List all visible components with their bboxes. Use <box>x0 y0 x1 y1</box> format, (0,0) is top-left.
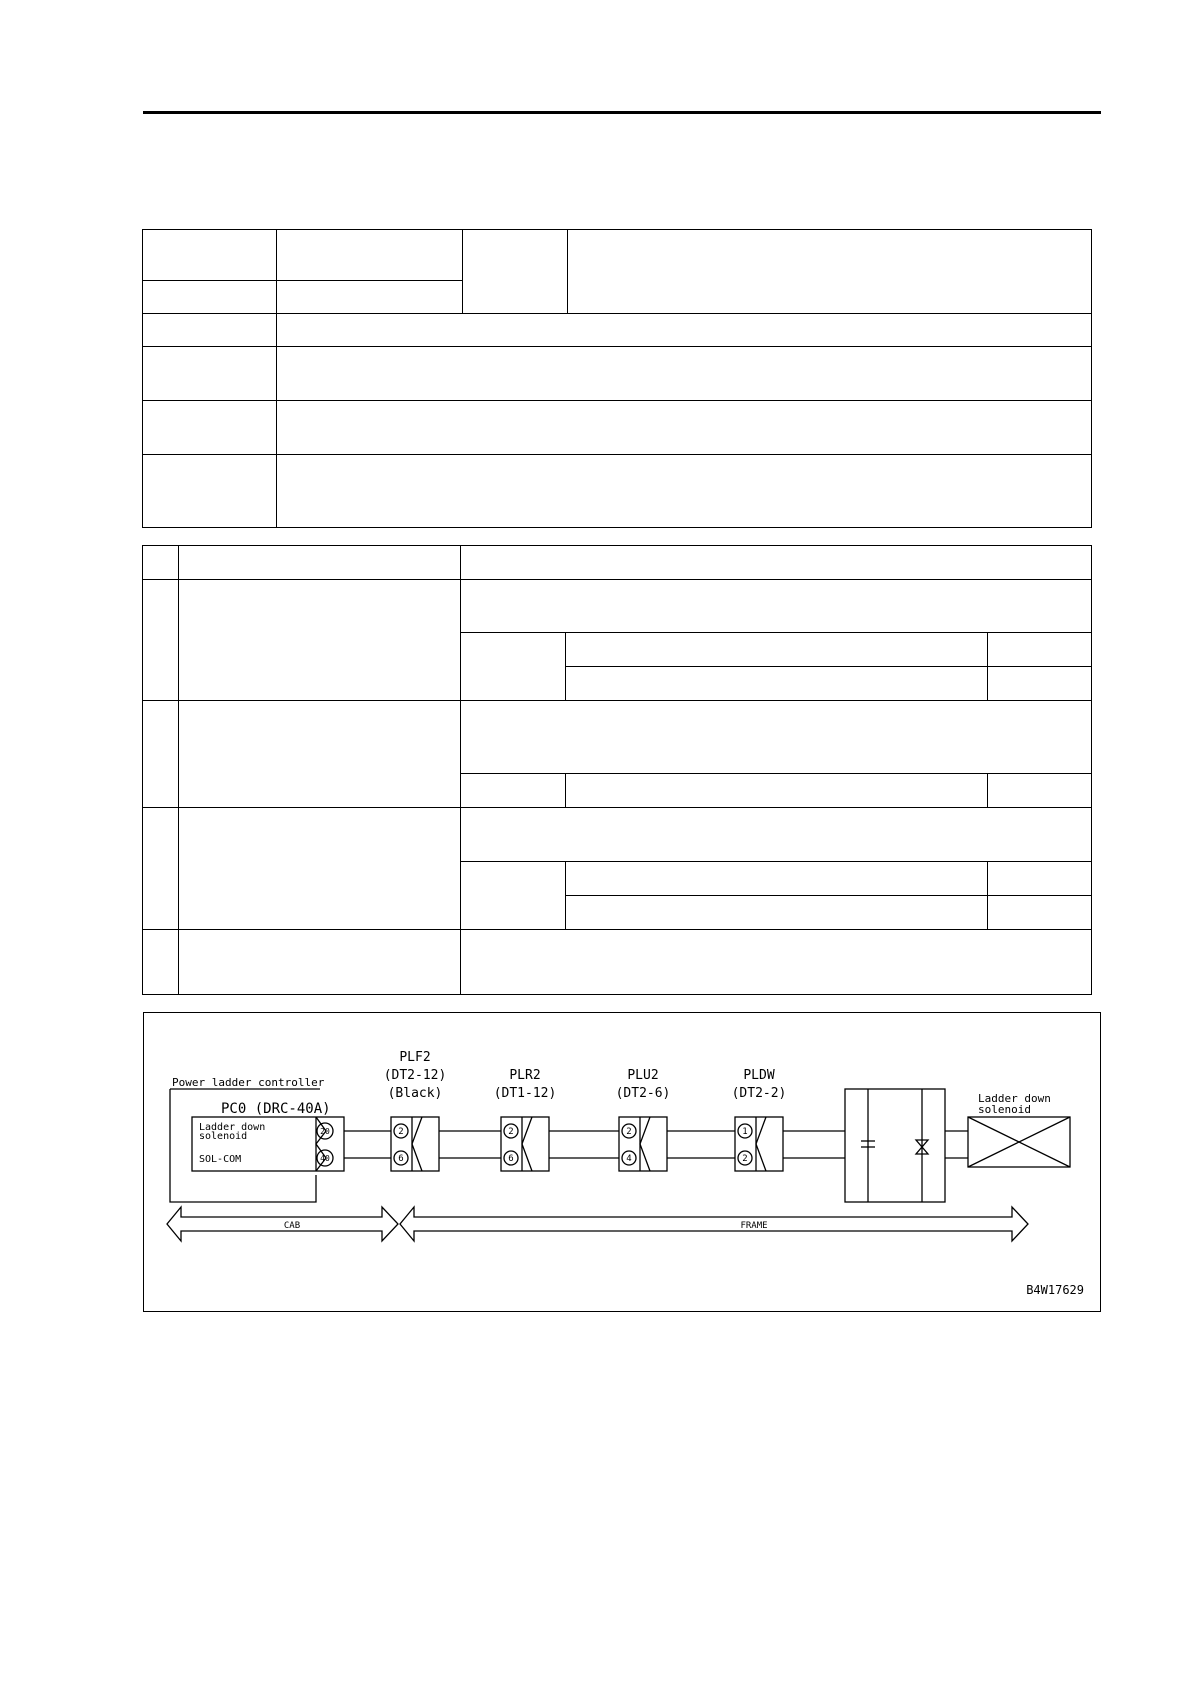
controller-pin-1: 20 <box>320 1127 330 1136</box>
plu2-pin-1: 2 <box>626 1127 632 1137</box>
controller-signal-1b: solenoid <box>199 1131 248 1142</box>
cause-table <box>142 545 1092 995</box>
cab-zone-arrow <box>167 1207 398 1241</box>
pldw-pin-1: 1 <box>742 1127 748 1137</box>
cause-3-item-a-cell <box>566 862 988 896</box>
cause-3-no-cell <box>143 808 179 930</box>
solenoid-label-1: Ladder down <box>978 1092 1051 1105</box>
cause-3-measure-cell <box>461 862 566 930</box>
controller-signal-2: SOL-COM <box>199 1154 242 1165</box>
cause-4-no-cell <box>143 930 179 995</box>
plr2-pin-1: 2 <box>508 1127 514 1137</box>
pldw-type: (DT2-2) <box>731 1086 787 1101</box>
cause-3-procedure-cell <box>461 808 1092 862</box>
pldw-name: PLDW <box>743 1068 775 1083</box>
cause-1-procedure-cell <box>461 580 1092 633</box>
plf2-pin-2: 6 <box>398 1154 404 1164</box>
cause-3-item-b-cell <box>566 896 988 930</box>
standard-header-cell <box>461 546 1092 580</box>
circuit-diagram-svg <box>144 1013 1100 1311</box>
suppressor-block <box>845 1089 945 1202</box>
pldw-pin-2: 2 <box>742 1154 748 1164</box>
cause-4-text-cell <box>179 930 461 995</box>
cause-2-item-cell <box>566 774 988 808</box>
plr2-type: (DT1-12) <box>493 1086 557 1101</box>
cause-2-procedure-cell <box>461 701 1092 774</box>
failure-code-value-cell <box>277 230 463 281</box>
controller-title: Power ladder controller <box>172 1076 325 1089</box>
circuit-diagram <box>143 1012 1101 1312</box>
action-header-cell <box>143 347 277 401</box>
action-value-cell <box>277 347 1092 401</box>
problem-value-cell <box>277 401 1092 455</box>
cause-2-value-cell <box>988 774 1092 808</box>
plf2-pin-1: 2 <box>398 1127 404 1137</box>
plf2-type: (DT2-12) <box>383 1068 447 1083</box>
no-header-cell <box>143 546 179 580</box>
solenoid-label-2: solenoid <box>978 1103 1031 1116</box>
plu2-pin-2: 4 <box>626 1154 632 1164</box>
cause-4-procedure-cell <box>461 930 1092 995</box>
plu2-name: PLU2 <box>627 1068 659 1083</box>
cause-header-cell <box>179 546 461 580</box>
zone-frame-label: FRAME <box>740 1221 768 1231</box>
cause-1-value-b-cell <box>988 667 1092 701</box>
failure-info-table <box>142 229 1092 528</box>
cause-2-text-cell <box>179 701 461 808</box>
code-header-cell <box>143 281 277 314</box>
plf2-name: PLF2 <box>399 1050 431 1065</box>
cause-1-text-cell <box>179 580 461 701</box>
cause-3-value-b-cell <box>988 896 1092 930</box>
contents-header-cell <box>143 314 277 347</box>
cause-2-no-cell <box>143 701 179 808</box>
cause-3-value-a-cell <box>988 862 1092 896</box>
code-value-cell <box>277 281 463 314</box>
trouble-header-cell <box>463 230 568 314</box>
plr2-pin-2: 6 <box>508 1154 514 1164</box>
trouble-value-cell <box>568 230 1092 314</box>
frame-zone-arrow <box>400 1207 1028 1241</box>
controller-signal-1: Ladder down <box>199 1122 266 1133</box>
figure-code: B4W17629 <box>1026 1283 1084 1297</box>
cause-2-measure-cell <box>461 774 566 808</box>
controller-pin-2: 40 <box>320 1154 330 1163</box>
related-info-value-cell <box>277 455 1092 528</box>
related-info-header-cell <box>143 455 277 528</box>
problem-header-cell <box>143 401 277 455</box>
cause-1-item-b-cell <box>566 667 988 701</box>
plu2-type: (DT2-6) <box>615 1086 671 1101</box>
cause-1-item-a-cell <box>566 633 988 667</box>
zone-cab-label: CAB <box>283 1221 301 1231</box>
controller-connector-label: PC0 (DRC-40A) <box>221 1101 331 1117</box>
failure-code-header-cell <box>143 230 277 281</box>
contents-value-cell <box>277 314 1092 347</box>
plf2-color: (Black) <box>387 1086 443 1101</box>
cause-1-value-a-cell <box>988 633 1092 667</box>
plr2-name: PLR2 <box>509 1068 541 1083</box>
cause-1-no-cell <box>143 580 179 701</box>
cause-3-text-cell <box>179 808 461 930</box>
cause-1-measure-cell <box>461 633 566 701</box>
header-rule <box>143 111 1101 114</box>
